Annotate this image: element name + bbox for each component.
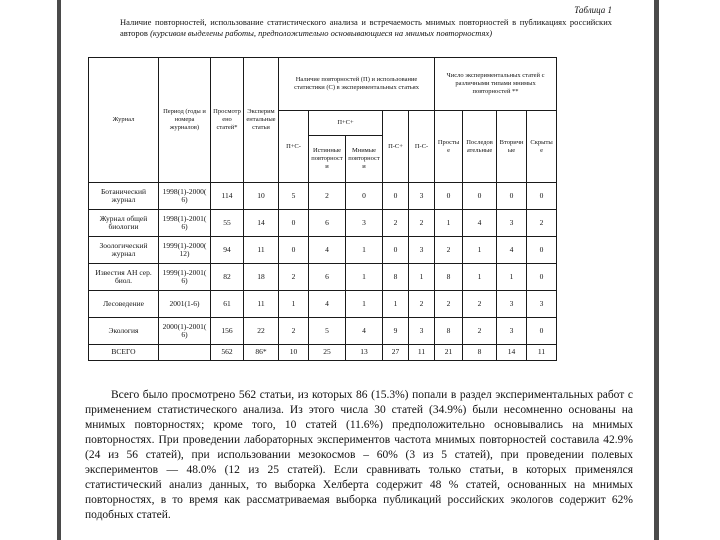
group-header-types: Число экспериментальных статей с различными типами мнимых повторностей **	[435, 58, 557, 111]
value-cell: 82	[211, 264, 244, 291]
value-cell: 2	[409, 210, 435, 237]
col-header-p-minus-s-plus: П-С+	[383, 111, 409, 183]
value-cell: 8	[435, 264, 463, 291]
value-cell: 22	[244, 318, 279, 345]
value-cell: 0	[527, 264, 557, 291]
pseudoreplication-table	[88, 57, 557, 361]
table-row	[89, 264, 557, 291]
value-cell: 14	[244, 210, 279, 237]
period-cell	[159, 345, 211, 361]
col-header-pseudo-replicates: Мнимые повторности	[346, 136, 383, 183]
col-header-journal: Журнал	[89, 58, 159, 183]
value-cell: 94	[211, 237, 244, 264]
value-cell: 1	[463, 237, 497, 264]
value-cell: 14	[497, 345, 527, 361]
journal-name-cell: Журнал общей биологии	[89, 210, 159, 237]
value-cell: 0	[279, 210, 309, 237]
table-caption-italic-text: (курсивом выделены работы, предположительно основывающиеся на мнимых повторностях)	[150, 27, 493, 38]
col-header-p-minus-s-minus: П-С-	[409, 111, 435, 183]
col-header-hidden: Скрытые	[527, 111, 557, 183]
value-cell: 4	[463, 210, 497, 237]
table-caption-text: Наличие повторностей, использование статистического анализа и встречаемость мнимых повторностей в публикациях российских авторов	[120, 17, 612, 38]
value-cell: 61	[211, 291, 244, 318]
value-cell: 0	[383, 183, 409, 210]
period-cell: 2000(1)-2001(6)	[159, 318, 211, 345]
col-header-true-replicates: Истинные повторности	[309, 136, 346, 183]
col-header-experimental: Экспериментальные статьи	[244, 58, 279, 183]
period-cell: 1999(1)-2000(12)	[159, 237, 211, 264]
col-header-sequential: Последовательные	[463, 111, 497, 183]
value-cell: 21	[435, 345, 463, 361]
value-cell: 2	[409, 291, 435, 318]
col-header-p-plus-s-minus: П+С-	[279, 111, 309, 183]
value-cell: 8	[435, 318, 463, 345]
col-header-period: Период (годы и номера журналов)	[159, 58, 211, 183]
value-cell: 156	[211, 318, 244, 345]
value-cell: 55	[211, 210, 244, 237]
col-header-reviewed: Просмотрено статей*	[211, 58, 244, 183]
value-cell: 0	[463, 183, 497, 210]
value-cell: 2	[383, 210, 409, 237]
value-cell: 0	[527, 237, 557, 264]
value-cell: 1	[383, 291, 409, 318]
value-cell: 3	[346, 210, 383, 237]
value-cell: 5	[279, 183, 309, 210]
value-cell: 562	[211, 345, 244, 361]
period-cell: 2001(1-6)	[159, 291, 211, 318]
value-cell: 4	[497, 237, 527, 264]
value-cell: 4	[309, 291, 346, 318]
value-cell: 5	[309, 318, 346, 345]
value-cell: 1	[463, 264, 497, 291]
value-cell: 11	[244, 291, 279, 318]
col-header-p-plus-s-plus: П+С+	[309, 111, 383, 136]
summary-paragraph: Всего было просмотрено 562 статьи, из которых 86 (15.3%) попали в раздел экспериментальных работ с применением статистического анализа. Из этого числа 30 статей (34.9%) были несомненно основаны на мнимых повторностях; кроме того, 10 статей (11.6%) предположительно основывались на мнимых повторностях. При проведении лабораторных экспериментов частота мнимых повторностей составила 42.9% (24 из 56 статей), при использовании мезокосмов – 60% (3 из 5 статей), при проведении полевых экспериментов — 48.0% (12 из 25 статей). Если сравнивать только статьи, в которых применялся статистический анализ данных, то выборка Хелберта содержит 48 % статей, основанных на мнимых повторностях, в то время как рассматриваемая выборка публикаций российских экологов содержит 62% подобных статей.	[85, 389, 633, 521]
table-label: Таблица 1	[574, 5, 612, 15]
journal-name-cell: Известия АН сер. биол.	[89, 264, 159, 291]
value-cell: 3	[409, 318, 435, 345]
value-cell: 1	[435, 210, 463, 237]
scan-edge-right	[654, 0, 659, 540]
value-cell: 1	[346, 264, 383, 291]
value-cell: 114	[211, 183, 244, 210]
col-header-simple: Простые	[435, 111, 463, 183]
value-cell: 25	[309, 345, 346, 361]
table-caption	[120, 17, 612, 38]
value-cell: 1	[346, 237, 383, 264]
value-cell: 27	[383, 345, 409, 361]
value-cell: 2	[435, 291, 463, 318]
scan-edge-left	[57, 0, 61, 540]
table-row	[89, 210, 557, 237]
table-row	[89, 237, 557, 264]
journal-name-cell: Зоологический журнал	[89, 237, 159, 264]
value-cell: 2	[279, 318, 309, 345]
value-cell: 0	[527, 318, 557, 345]
value-cell: 11	[244, 237, 279, 264]
value-cell: 1	[279, 291, 309, 318]
value-cell: 0	[497, 183, 527, 210]
value-cell: 2	[309, 183, 346, 210]
table-row	[89, 183, 557, 210]
value-cell: 18	[244, 264, 279, 291]
value-cell: 11	[527, 345, 557, 361]
table-header	[89, 58, 557, 183]
journal-name-cell: Лесоведение	[89, 291, 159, 318]
value-cell: 2	[463, 291, 497, 318]
journal-name-cell: ВСЕГО	[89, 345, 159, 361]
value-cell: 3	[409, 183, 435, 210]
value-cell: 10	[244, 183, 279, 210]
period-cell: 1998(1)-2001(6)	[159, 210, 211, 237]
value-cell: 1	[409, 264, 435, 291]
period-cell: 1999(1)-2001(6)	[159, 264, 211, 291]
value-cell: 11	[409, 345, 435, 361]
value-cell: 0	[527, 183, 557, 210]
value-cell: 0	[279, 237, 309, 264]
value-cell: 86*	[244, 345, 279, 361]
value-cell: 2	[435, 237, 463, 264]
value-cell: 10	[279, 345, 309, 361]
value-cell: 3	[497, 210, 527, 237]
table-body	[89, 183, 557, 361]
table-row	[89, 291, 557, 318]
value-cell: 3	[527, 291, 557, 318]
value-cell: 4	[309, 237, 346, 264]
value-cell: 9	[383, 318, 409, 345]
value-cell: 2	[463, 318, 497, 345]
value-cell: 4	[346, 318, 383, 345]
value-cell: 6	[309, 210, 346, 237]
value-cell: 0	[383, 237, 409, 264]
value-cell: 6	[309, 264, 346, 291]
value-cell: 1	[497, 264, 527, 291]
value-cell: 3	[409, 237, 435, 264]
group-header-presence: Наличие повторностей (П) и использование статистики (С) в экспериментальных статьях	[279, 58, 435, 111]
value-cell: 2	[527, 210, 557, 237]
value-cell: 2	[279, 264, 309, 291]
value-cell: 8	[463, 345, 497, 361]
table-total-row	[89, 345, 557, 361]
value-cell: 1	[346, 291, 383, 318]
table-row	[89, 318, 557, 345]
value-cell: 3	[497, 291, 527, 318]
period-cell: 1998(1)-2000(6)	[159, 183, 211, 210]
value-cell: 8	[383, 264, 409, 291]
value-cell: 13	[346, 345, 383, 361]
value-cell: 3	[497, 318, 527, 345]
journal-name-cell: Экология	[89, 318, 159, 345]
value-cell: 0	[346, 183, 383, 210]
journal-name-cell: Ботанический журнал	[89, 183, 159, 210]
col-header-secondary: Вторичные	[497, 111, 527, 183]
value-cell: 0	[435, 183, 463, 210]
